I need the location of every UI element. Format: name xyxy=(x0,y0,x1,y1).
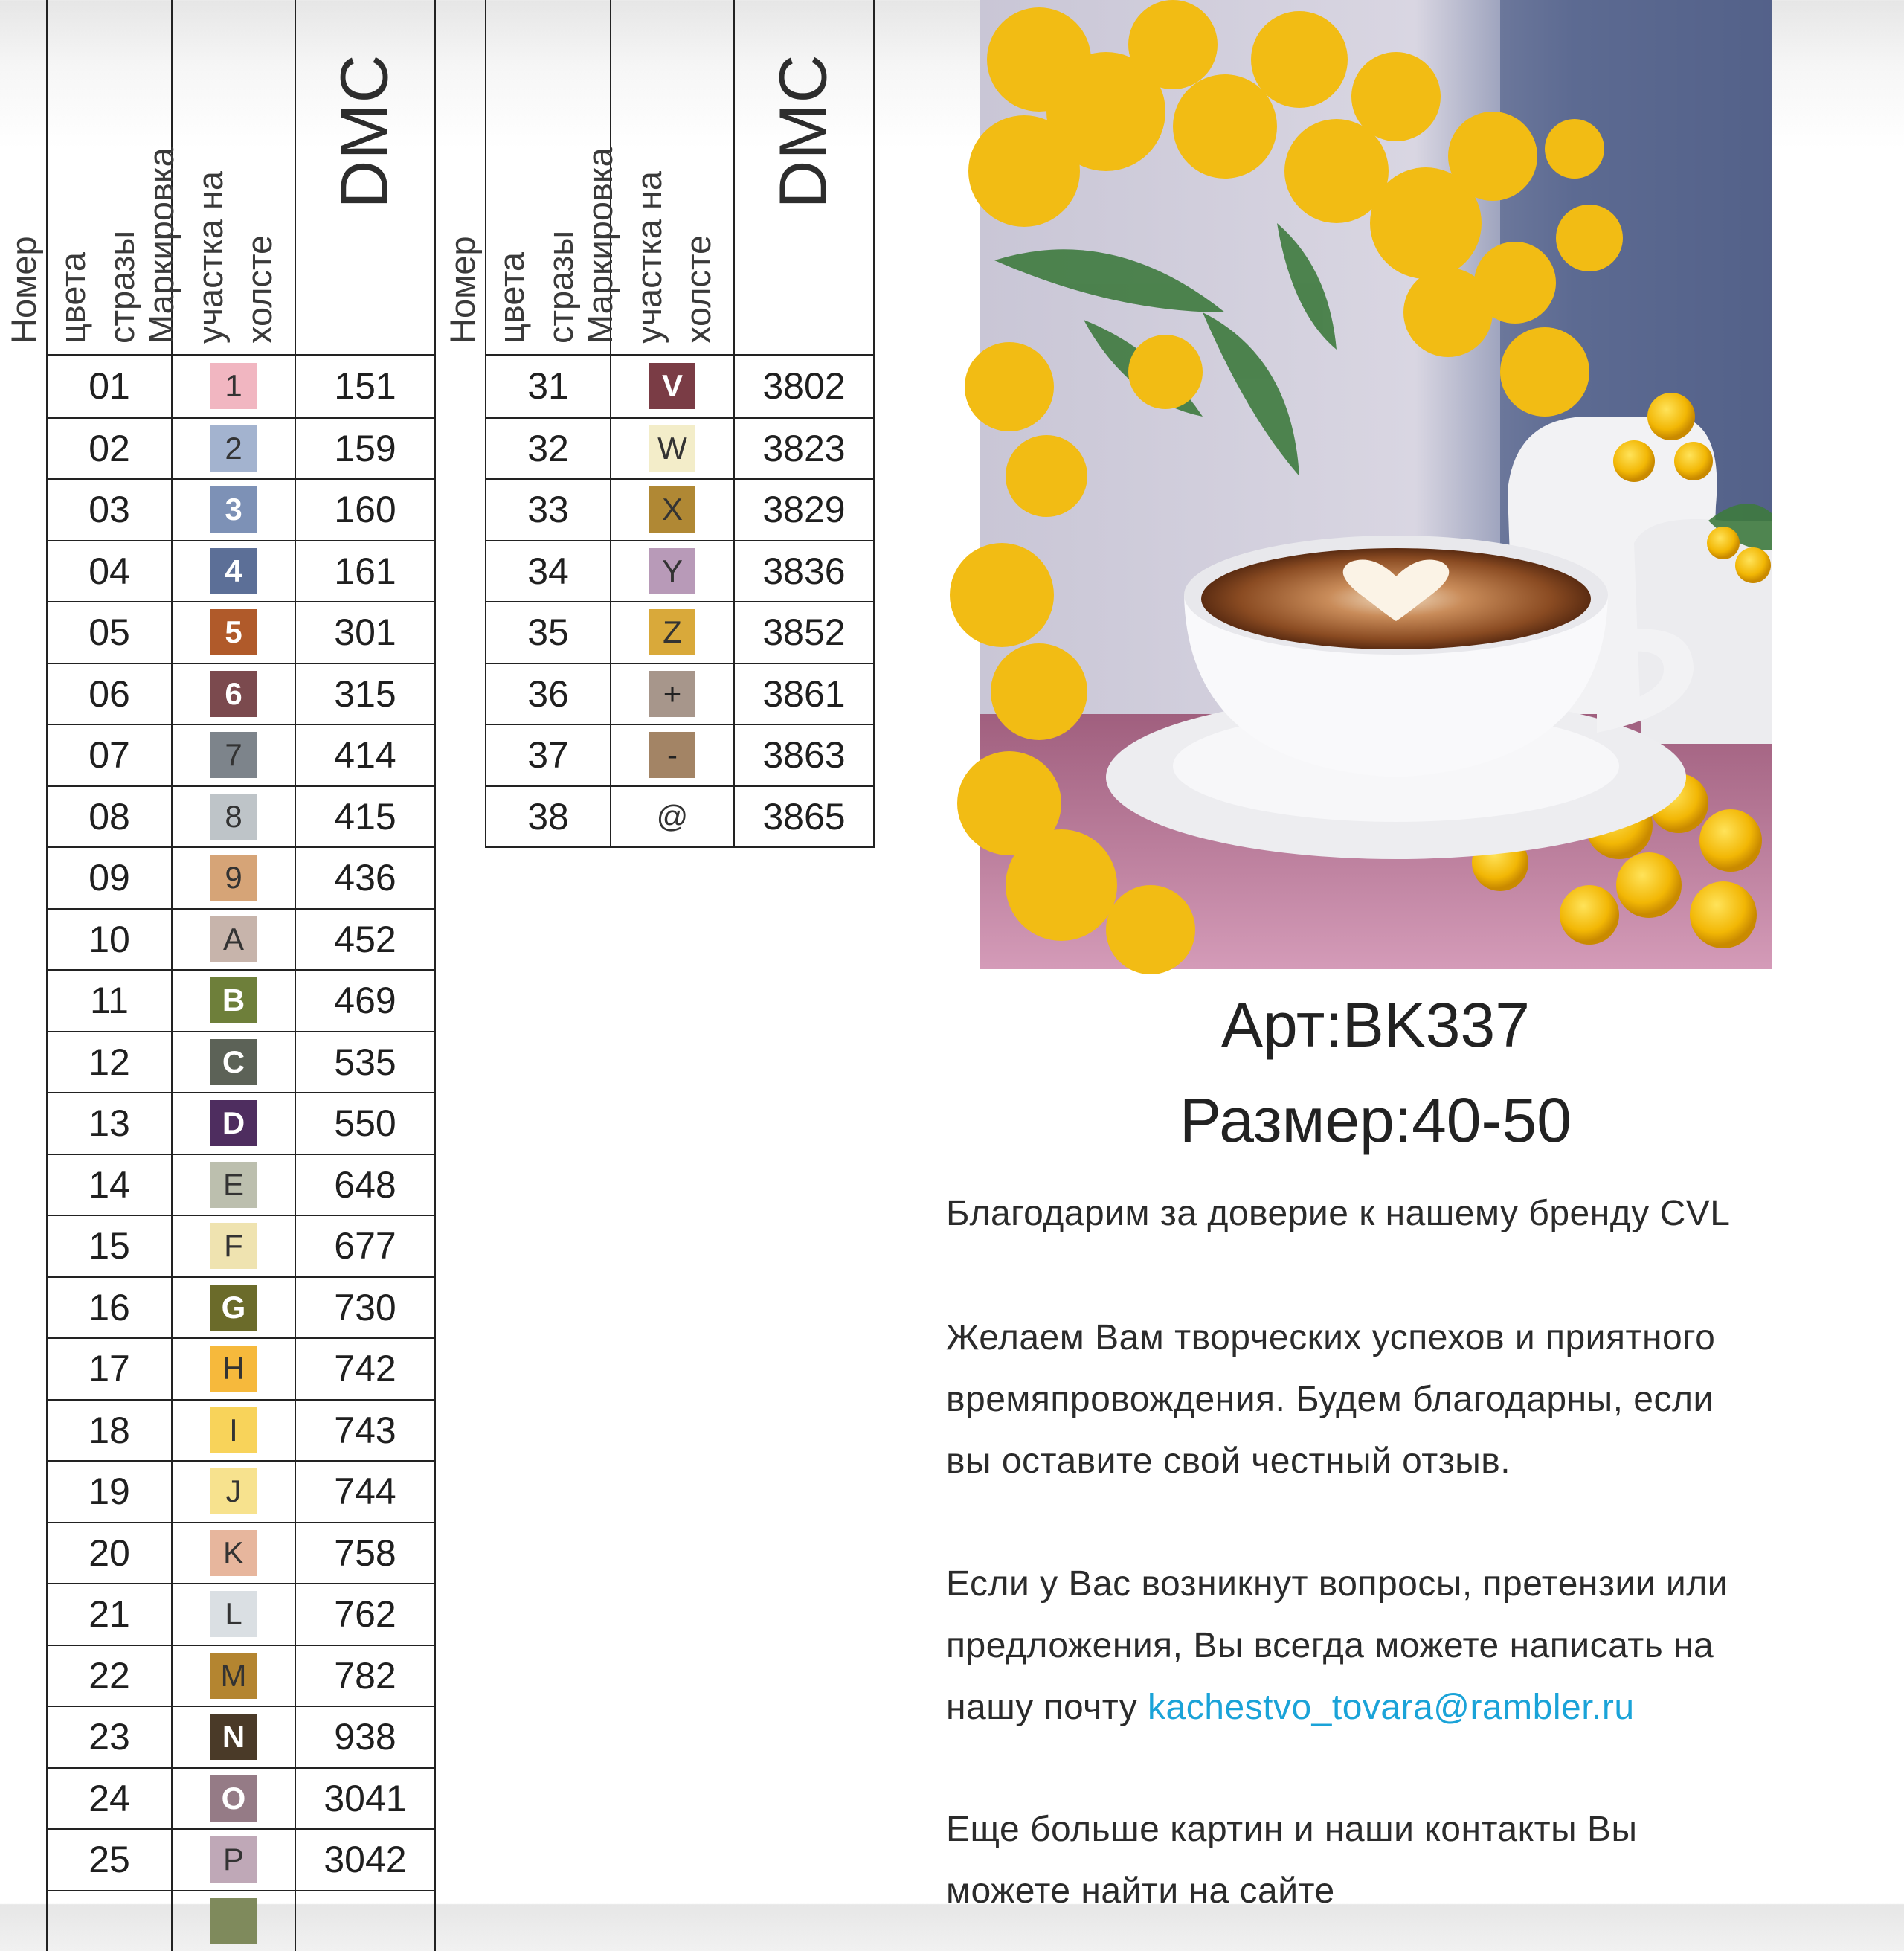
marking-cell xyxy=(171,1891,295,1951)
header-dmc-label: DMC xyxy=(766,54,843,209)
legend-row xyxy=(48,417,434,479)
marking-cell xyxy=(171,1462,295,1522)
color-swatch: - xyxy=(649,732,695,778)
color-number: 13 xyxy=(48,1093,171,1154)
legend-row xyxy=(48,601,434,663)
color-number: 21 xyxy=(48,1584,171,1645)
dmc-code xyxy=(295,1891,434,1951)
product-article: Арт:BK337 xyxy=(980,989,1772,1061)
color-swatch: 6 xyxy=(210,671,257,717)
color-swatch: N xyxy=(210,1714,257,1760)
color-swatch: A xyxy=(210,916,257,962)
legend-row xyxy=(486,540,873,602)
color-number: 15 xyxy=(48,1216,171,1276)
marking-cell xyxy=(171,1401,295,1461)
color-number: 20 xyxy=(48,1523,171,1584)
color-number: 05 xyxy=(48,602,171,663)
legend-row xyxy=(48,1583,434,1645)
legend-row xyxy=(48,1645,434,1706)
marking-cell xyxy=(171,1032,295,1093)
color-swatch: @ xyxy=(649,794,695,840)
dmc-code: 3041 xyxy=(295,1769,434,1829)
dmc-code: 315 xyxy=(295,664,434,724)
color-swatch: 8 xyxy=(210,794,257,840)
color-number: 04 xyxy=(48,541,171,602)
color-number: 11 xyxy=(48,971,171,1031)
color-swatch: L xyxy=(210,1591,257,1637)
color-swatch: W xyxy=(649,425,695,472)
legend-row xyxy=(48,1215,434,1276)
color-legend-table-right xyxy=(485,0,875,848)
color-swatch: 9 xyxy=(210,855,257,901)
marking-cell xyxy=(171,1339,295,1399)
header-marking xyxy=(171,0,295,354)
legend-row xyxy=(486,478,873,540)
color-number: 36 xyxy=(486,664,610,724)
marking-cell xyxy=(171,1155,295,1215)
color-legend-table-left xyxy=(46,0,436,1951)
legend-row xyxy=(48,540,434,602)
dmc-code: 160 xyxy=(295,480,434,540)
legend-row xyxy=(48,1460,434,1522)
legend-row xyxy=(486,724,873,785)
color-swatch: G xyxy=(210,1285,257,1331)
marking-cell xyxy=(171,541,295,602)
color-swatch: 4 xyxy=(210,548,257,594)
color-swatch: I xyxy=(210,1407,257,1453)
dmc-code: 550 xyxy=(295,1093,434,1154)
color-swatch: V xyxy=(649,363,695,409)
dmc-code: 3865 xyxy=(733,787,873,847)
color-swatch: F xyxy=(210,1223,257,1269)
color-number: 35 xyxy=(486,602,610,663)
marking-cell xyxy=(171,419,295,479)
legend-row xyxy=(486,356,873,417)
marking-cell xyxy=(171,602,295,663)
header-dmc xyxy=(733,0,873,354)
dmc-code: 436 xyxy=(295,848,434,908)
marking-cell xyxy=(610,602,733,663)
dmc-code: 535 xyxy=(295,1032,434,1093)
marking-cell xyxy=(171,787,295,847)
color-swatch: 2 xyxy=(210,425,257,472)
legend-row xyxy=(48,908,434,970)
color-swatch: Z xyxy=(649,609,695,655)
dmc-code: 3861 xyxy=(733,664,873,724)
marking-cell xyxy=(171,1278,295,1338)
dmc-code: 3042 xyxy=(295,1830,434,1890)
legend-row xyxy=(486,663,873,724)
product-size: Размер:40-50 xyxy=(980,1084,1772,1157)
marking-cell xyxy=(171,356,295,417)
legend-row xyxy=(48,1337,434,1399)
color-swatch: Y xyxy=(649,548,695,594)
marking-cell xyxy=(171,910,295,970)
color-number: 23 xyxy=(48,1707,171,1767)
marking-cell xyxy=(171,725,295,785)
color-swatch xyxy=(210,1898,257,1944)
marking-cell xyxy=(610,356,733,417)
dmc-code: 301 xyxy=(295,602,434,663)
color-number: 08 xyxy=(48,787,171,847)
dmc-code: 758 xyxy=(295,1523,434,1584)
product-picture xyxy=(980,0,1772,969)
header-dmc-label: DMC xyxy=(327,54,404,209)
header-dmc xyxy=(295,0,434,354)
color-swatch: B xyxy=(210,977,257,1023)
marking-cell xyxy=(171,848,295,908)
questions-line-3 xyxy=(946,1677,1883,1738)
color-swatch: X xyxy=(649,486,695,533)
legend-row xyxy=(48,1522,434,1584)
legend-rows xyxy=(48,356,434,1951)
dmc-code: 3836 xyxy=(733,541,873,602)
legend-row xyxy=(48,1399,434,1461)
dmc-code: 414 xyxy=(295,725,434,785)
color-swatch: C xyxy=(210,1039,257,1085)
header-marking xyxy=(610,0,733,354)
legend-row xyxy=(48,1890,434,1951)
dmc-code: 3802 xyxy=(733,356,873,417)
legend-row xyxy=(48,1276,434,1338)
color-number: 19 xyxy=(48,1462,171,1522)
color-swatch: E xyxy=(210,1162,257,1208)
color-swatch: H xyxy=(210,1346,257,1392)
header-color-number-label: Номер цвета стразы xyxy=(0,231,147,344)
dmc-code: 742 xyxy=(295,1339,434,1399)
marking-cell xyxy=(171,1646,295,1706)
dmc-code: 3852 xyxy=(733,602,873,663)
dmc-code: 648 xyxy=(295,1155,434,1215)
color-swatch: O xyxy=(210,1775,257,1822)
thanks-paragraph xyxy=(946,1183,1883,1244)
more-line-2: можете найти на сайте xyxy=(946,1860,1883,1922)
color-swatch: D xyxy=(210,1100,257,1146)
dmc-code: 3829 xyxy=(733,480,873,540)
wish-line-3: вы оставите свой честный отзыв. xyxy=(946,1430,1883,1492)
legend-row xyxy=(48,478,434,540)
thanks-text: Благодарим за доверие к нашему бренду CVL xyxy=(946,1183,1883,1244)
marking-cell xyxy=(171,480,295,540)
color-number: 16 xyxy=(48,1278,171,1338)
more-paragraph xyxy=(946,1799,1883,1922)
marking-cell xyxy=(171,664,295,724)
color-swatch: 3 xyxy=(210,486,257,533)
legend-row xyxy=(48,1031,434,1093)
legend-row xyxy=(48,846,434,908)
header-color-number-label: Номер цвета стразы xyxy=(438,231,585,344)
dmc-code: 161 xyxy=(295,541,434,602)
color-number: 10 xyxy=(48,910,171,970)
legend-row xyxy=(48,1092,434,1154)
dmc-code: 938 xyxy=(295,1707,434,1767)
questions-line-1: Если у Вас возникнут вопросы, претензии или xyxy=(946,1553,1883,1615)
legend-rows xyxy=(486,356,873,846)
more-line-1: Еще больше картин и наши контакты Вы xyxy=(946,1799,1883,1860)
legend-row xyxy=(48,969,434,1031)
dmc-code: 762 xyxy=(295,1584,434,1645)
marking-cell xyxy=(171,1769,295,1829)
color-number: 31 xyxy=(486,356,610,417)
color-swatch: K xyxy=(210,1530,257,1576)
header-marking-label: Маркировка участка на холсте xyxy=(137,147,284,344)
marking-cell xyxy=(171,1523,295,1584)
color-number: 18 xyxy=(48,1401,171,1461)
color-number: 22 xyxy=(48,1646,171,1706)
color-swatch: 5 xyxy=(210,609,257,655)
legend-row xyxy=(48,1154,434,1215)
color-number: 38 xyxy=(486,787,610,847)
legend-row xyxy=(48,785,434,847)
color-swatch: J xyxy=(210,1468,257,1514)
color-swatch: P xyxy=(210,1836,257,1883)
color-number xyxy=(48,1891,171,1951)
color-number: 02 xyxy=(48,419,171,479)
wish-line-1: Желаем Вам творческих успехов и приятного xyxy=(946,1307,1883,1369)
questions-line-2: предложения, Вы всегда можете написать на xyxy=(946,1615,1883,1677)
dmc-code: 452 xyxy=(295,910,434,970)
color-number: 14 xyxy=(48,1155,171,1215)
color-number: 25 xyxy=(48,1830,171,1890)
legend-row xyxy=(48,1706,434,1767)
dmc-code: 744 xyxy=(295,1462,434,1522)
color-number: 32 xyxy=(486,419,610,479)
marking-cell xyxy=(171,1830,295,1890)
marking-cell xyxy=(171,1707,295,1767)
dmc-code: 151 xyxy=(295,356,434,417)
color-number: 03 xyxy=(48,480,171,540)
dmc-code: 782 xyxy=(295,1646,434,1706)
legend-row xyxy=(48,1828,434,1890)
color-number: 01 xyxy=(48,356,171,417)
legend-row xyxy=(48,724,434,785)
questions-line-3-prefix: нашу почту xyxy=(946,1688,1148,1727)
wish-paragraph xyxy=(946,1307,1883,1492)
color-swatch: 1 xyxy=(210,363,257,409)
color-number: 12 xyxy=(48,1032,171,1093)
legend-row xyxy=(486,417,873,479)
color-swatch: 7 xyxy=(210,732,257,778)
color-swatch: M xyxy=(210,1653,257,1699)
dmc-code: 415 xyxy=(295,787,434,847)
questions-paragraph xyxy=(946,1553,1883,1738)
dmc-code: 730 xyxy=(295,1278,434,1338)
dmc-code: 469 xyxy=(295,971,434,1031)
email-link[interactable]: kachestvo_tovara@rambler.ru xyxy=(1148,1688,1635,1727)
legend-row xyxy=(486,601,873,663)
marking-cell xyxy=(610,419,733,479)
legend-row xyxy=(486,785,873,847)
legend-row xyxy=(48,663,434,724)
color-number: 06 xyxy=(48,664,171,724)
marking-cell xyxy=(610,787,733,847)
dmc-code: 3823 xyxy=(733,419,873,479)
marking-cell xyxy=(171,1584,295,1645)
marking-cell xyxy=(610,664,733,724)
dmc-code: 159 xyxy=(295,419,434,479)
wish-line-2: времяпровождения. Будем благодарны, если xyxy=(946,1369,1883,1430)
marking-cell xyxy=(171,971,295,1031)
header-marking-label: Маркировка участка на холсте xyxy=(576,147,723,344)
dmc-code: 677 xyxy=(295,1216,434,1276)
color-number: 34 xyxy=(486,541,610,602)
color-number: 37 xyxy=(486,725,610,785)
marking-cell xyxy=(610,541,733,602)
color-number: 09 xyxy=(48,848,171,908)
color-number: 17 xyxy=(48,1339,171,1399)
marking-cell xyxy=(171,1093,295,1154)
dmc-code: 3863 xyxy=(733,725,873,785)
color-number: 24 xyxy=(48,1769,171,1829)
legend-header xyxy=(486,0,873,356)
color-swatch: + xyxy=(649,671,695,717)
marking-cell xyxy=(171,1216,295,1276)
marking-cell xyxy=(610,725,733,785)
marking-cell xyxy=(610,480,733,540)
color-number: 07 xyxy=(48,725,171,785)
dmc-code: 743 xyxy=(295,1401,434,1461)
legend-row xyxy=(48,356,434,417)
legend-header xyxy=(48,0,434,356)
color-number: 33 xyxy=(486,480,610,540)
coffee-cup-with-mimosa-picture xyxy=(980,0,1772,969)
legend-row xyxy=(48,1767,434,1829)
